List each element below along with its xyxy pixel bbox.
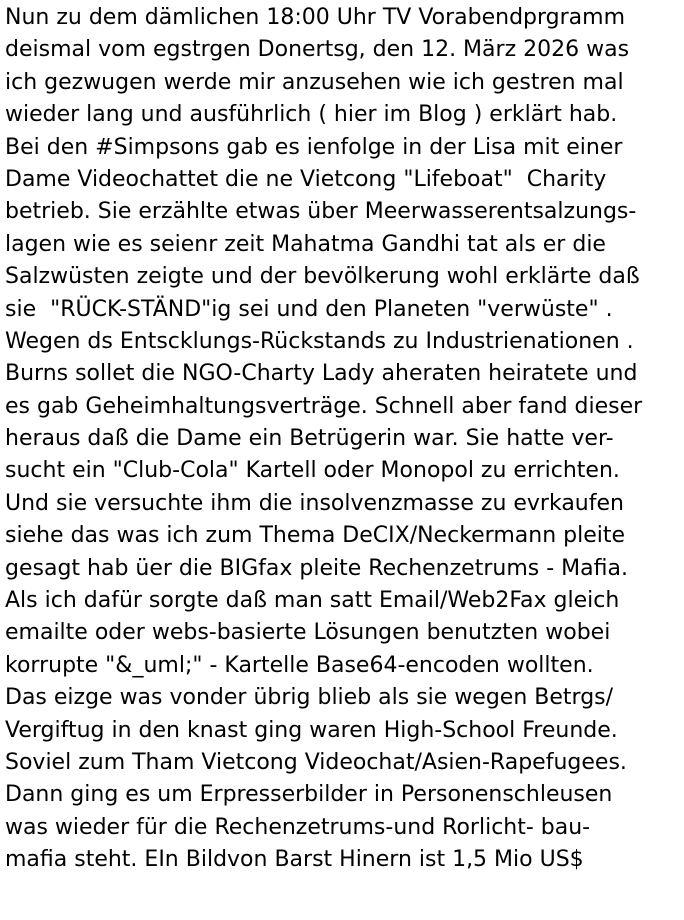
- text-line: Bei den #Simpsons gab es ienfolge in der Lisa mit einer: [5, 134, 623, 160]
- text-line: Burns sollet die NGO-Charty Lady aheraten heiratete und: [5, 361, 638, 387]
- text-line: Und sie versuchte ihm die insolvenzmasse zu evrkaufen: [5, 490, 624, 516]
- text-line: Soviel zum Tham Vietcong Videochat/Asien-Rapefugees.: [5, 749, 627, 775]
- text-line: betrieb. Sie erzählte etwas über Meerwasserentsalzungs-: [5, 199, 637, 225]
- text-line: Das eizge was vonder übrig blieb als sie wegen Betrgs/: [5, 685, 614, 711]
- text-line: wieder lang und ausführlich ( hier im Blog ) erklärt hab.: [5, 102, 618, 128]
- text-line: Salzwüsten zeigte und der bevölkerung wohl erklärte daß: [5, 264, 640, 290]
- text-line: Nun zu dem dämlichen 18:00 Uhr TV Vorabendprgramm: [5, 5, 626, 30]
- text-line: heraus daß die Dame ein Betrügerin war. Sie hatte ver-: [5, 426, 614, 452]
- text-line: Als ich dafür sorgte daß man satt Email/Web2Fax gleich: [5, 588, 620, 614]
- text-line: was wieder für die Rechenzetrums-und Rorlicht- bau-: [5, 814, 591, 840]
- text-line: lagen wie es seienr zeit Mahatma Gandhi tat als er die: [5, 231, 606, 257]
- text-line: deismal vom egstrgen Donertsg, den 12. März 2026 was: [5, 37, 630, 63]
- text-line: Dame Videochattet die ne Vietcong "Lifeboat" Charity: [5, 166, 607, 192]
- text-line: Wegen ds Entscklungs-Rückstands zu Industrienationen .: [5, 328, 634, 354]
- text-line: ich gezwugen werde mir anzusehen wie ich gestren mal: [5, 69, 624, 95]
- text-line: sucht ein "Club-Cola" Kartell oder Monopol zu errichten.: [5, 458, 620, 484]
- text-line: mafia steht. EIn Bildvon Barst Hinern ist 1,5 Mio US$: [5, 847, 584, 873]
- text-line: korrupte "&_uml;" - Kartelle Base64-encoden wollten.: [5, 652, 594, 678]
- text-line: emailte oder webs-basierte Lösungen benutzten wobei: [5, 620, 611, 646]
- text-line: sie "RÜCK-STÄND"ig sei und den Planeten "verwüste" .: [5, 296, 613, 322]
- text-line: Dann ging es um Erpresserbilder in Personenschleusen: [5, 782, 613, 808]
- document-text: [5, 2, 681, 877]
- text-line: gesagt hab üer die BIGfax pleite Rechenzetrums - Mafia.: [5, 555, 628, 581]
- text-line: Vergiftug in den knast ging waren High-School Freunde.: [5, 717, 618, 743]
- text-line: siehe das was ich zum Thema DeCIX/Neckermann pleite: [5, 523, 626, 549]
- text-line: es gab Geheimhaltungsverträge. Schnell aber fand dieser: [5, 393, 643, 419]
